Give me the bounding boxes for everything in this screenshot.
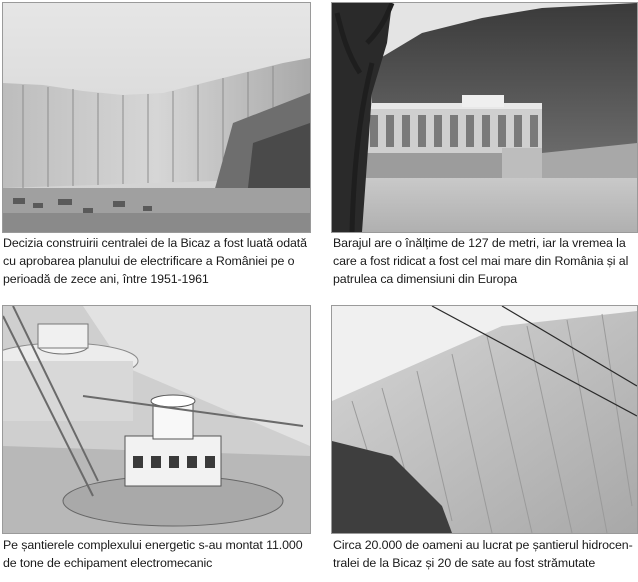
dam-wall-photo bbox=[331, 305, 638, 534]
caption-equipment bbox=[3, 536, 313, 572]
caption-line: Barajul are o înălțime de 127 de metri, iar la vremea la bbox=[333, 236, 626, 250]
caption-line: de tone de echipament electromecanic bbox=[3, 556, 213, 570]
caption-dam-height bbox=[333, 234, 638, 288]
turbine-hall-photo bbox=[2, 305, 311, 534]
caption-dam-decision bbox=[3, 234, 313, 288]
caption-line: tralei de la Bicaz și 20 de sate au fost strămutate bbox=[333, 556, 596, 570]
caption-line: care a fost ridicat a fost cel mai mare din România și al bbox=[333, 254, 629, 268]
caption-line: cu aprobarea planului de electrificare a României pe o bbox=[3, 254, 295, 268]
caption-workers bbox=[333, 536, 638, 572]
dam-construction-photo bbox=[2, 2, 311, 233]
caption-line: Pe șantierele complexului energetic s-au montat 11.000 bbox=[3, 538, 303, 552]
caption-line: Circa 20.000 de oameni au lucrat pe șantierul hidrocen- bbox=[333, 538, 633, 552]
caption-line: patrulea ca dimensiuni din Europa bbox=[333, 272, 518, 286]
caption-line: Decizia construirii centralei de la Bicaz a fost luată odată bbox=[3, 236, 307, 250]
caption-line: perioadă de zece ani, între 1951-1961 bbox=[3, 272, 209, 286]
power-plant-building-photo bbox=[331, 2, 638, 233]
